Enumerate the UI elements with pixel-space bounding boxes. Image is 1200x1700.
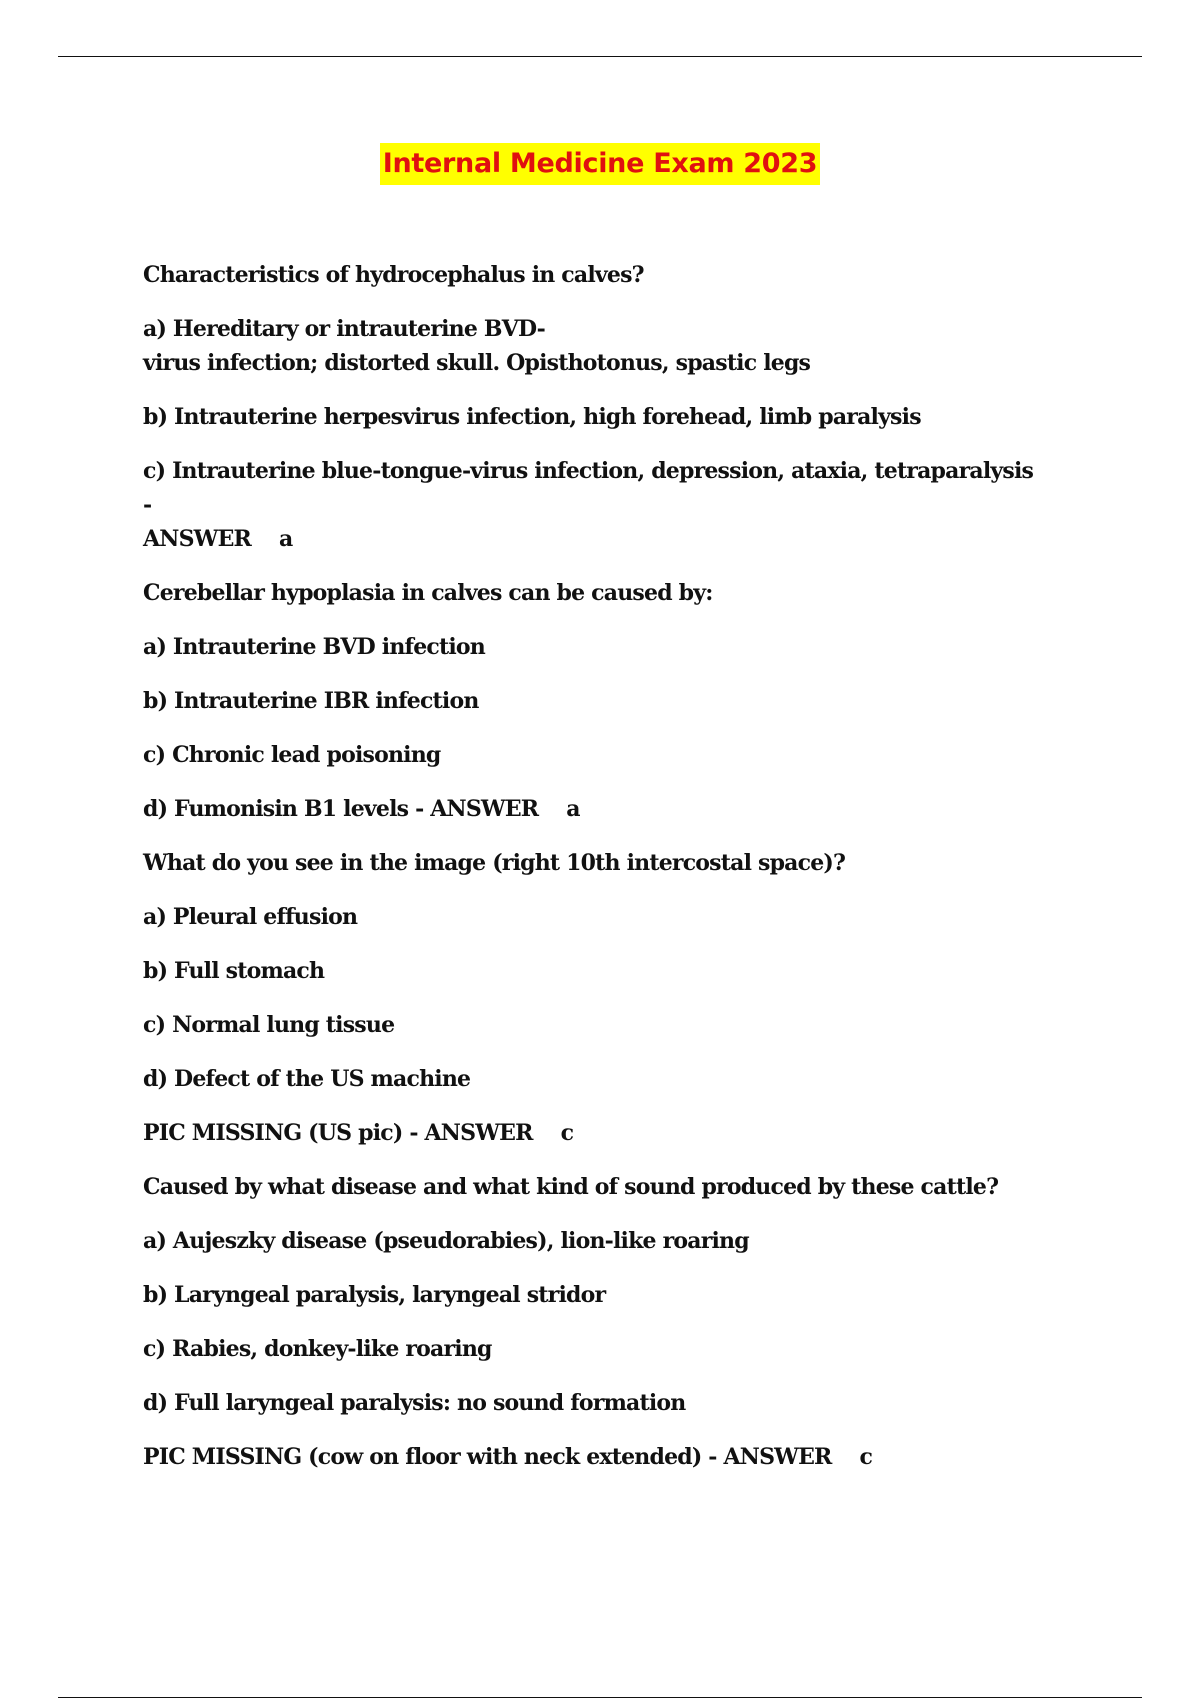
answer-value: a — [279, 526, 293, 552]
question-text: Caused by what disease and what kind of sound produced by these cattle? — [143, 1174, 999, 1200]
option-text: b) Intrauterine herpesvirus infection, high forehead, limb paralysis — [143, 404, 921, 430]
answer-prefix: d) Fumonisin B1 levels - ANSWER — [143, 796, 539, 822]
answer-line — [143, 792, 1043, 826]
answer-line — [143, 1116, 1043, 1150]
question-text: Cerebellar hypoplasia in calves can be caused by: — [143, 580, 713, 606]
option-text: c) Chronic lead poisoning — [143, 742, 441, 768]
option-text: b) Full stomach — [143, 958, 325, 984]
option-text: a) Aujeszky disease (pseudorabies), lion-like roaring — [143, 1228, 749, 1254]
option-text: d) Full laryngeal paralysis: no sound formation — [143, 1390, 686, 1416]
answer-line — [143, 1440, 1043, 1474]
answer-prefix: PIC MISSING (cow on floor with neck extended) - ANSWER — [143, 1444, 832, 1470]
answer-value: c — [859, 1444, 873, 1470]
question-text: What do you see in the image (right 10th intercostal space)? — [143, 850, 846, 876]
title-wrapper — [0, 143, 1200, 185]
option-text: d) Defect of the US machine — [143, 1066, 471, 1092]
answer-line — [143, 522, 1043, 556]
option-text: a) Pleural effusion — [143, 904, 358, 930]
option-text: c) Intrauterine blue-tongue-virus infection, depression, ataxia, tetraparalysis - — [143, 458, 1034, 518]
top-divider — [58, 56, 1142, 57]
option-text: b) Intrauterine IBR infection — [143, 688, 479, 714]
page-title: Internal Medicine Exam 2023 — [380, 143, 821, 185]
question-text: Characteristics of hydrocephalus in calves? — [143, 262, 644, 288]
answer-value: c — [560, 1120, 574, 1146]
option-text: b) Laryngeal paralysis, laryngeal stridor — [143, 1282, 606, 1308]
answer-value: a — [566, 796, 580, 822]
answer-prefix: ANSWER — [143, 526, 252, 552]
document-body — [143, 258, 1043, 1494]
option-text: virus infection; distorted skull. Opisthotonus, spastic legs — [143, 350, 811, 376]
option-text: c) Normal lung tissue — [143, 1012, 395, 1038]
option-text: a) Intrauterine BVD infection — [143, 634, 485, 660]
option-text: c) Rabies, donkey-like roaring — [143, 1336, 492, 1362]
bottom-divider — [58, 1697, 1142, 1698]
option-text: a) Hereditary or intrauterine BVD- — [143, 316, 546, 342]
answer-prefix: PIC MISSING (US pic) - ANSWER — [143, 1120, 533, 1146]
